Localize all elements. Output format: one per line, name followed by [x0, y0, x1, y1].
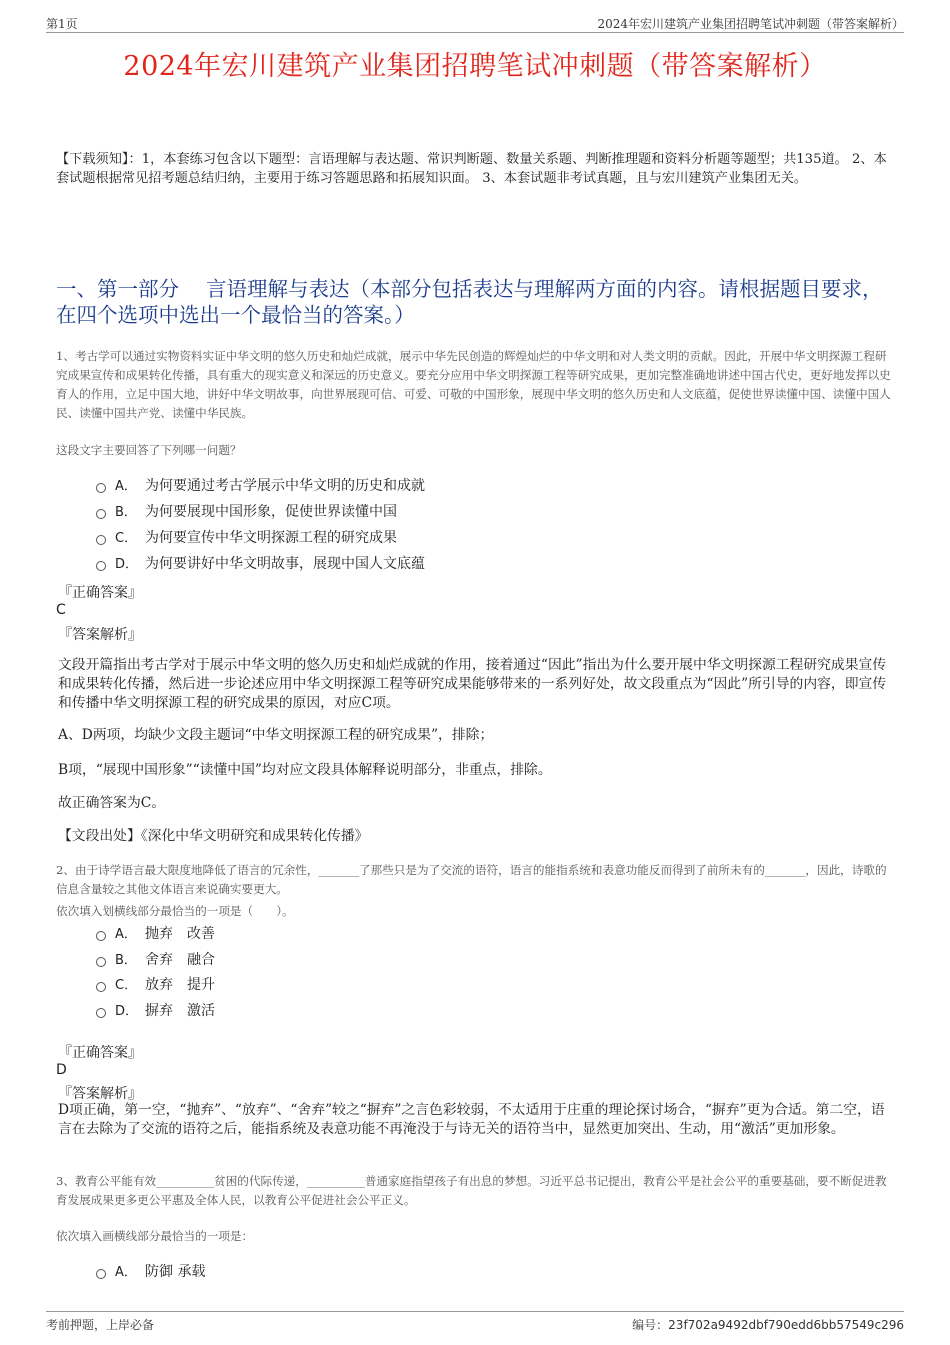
question-3-prompt: 依次填入画横线部分最恰当的一项是：: [56, 1229, 254, 1243]
radio-icon[interactable]: [96, 957, 106, 967]
question-1-answer: C: [56, 602, 66, 618]
radio-icon[interactable]: [96, 561, 106, 571]
document-title: 2024年宏川建筑产业集团招聘笔试冲刺题（带答案解析）: [123, 51, 827, 82]
radio-icon[interactable]: [96, 1008, 106, 1018]
page-header: [46, 14, 904, 33]
question-1-text: 1、考古学可以通过实物资料实证中华文明的悠久历史和灿烂成就，展示中华先民创造的辉煌灿烂的中华文明和对人类文明的贡献。因此，开展中华文明探源工程研究成果宣传和成果转化传播，具有重大的现实意义和深远的历史意义。要充分应用中华文明探源工程等研究成果，更加完整准确地讲述中国古代史，更好地发挥以史育人的作用，立足中国大地，讲好中华文明故事，向世界展现可信、可爱、可敬的中国形象，展现中华文明的悠久历史和人文底蕴，促使世界读懂中国、读懂中国人民、读懂中国共产党、读懂中华民族。: [56, 349, 891, 420]
question-2-option-c[interactable]: C． 放弃 提升: [96, 975, 215, 995]
question-2-prompt: 依次填入划横线部分最恰当的一项是（ ）。: [56, 904, 294, 918]
question-2-option-d[interactable]: D． 摒弃 激活: [96, 1001, 215, 1021]
question-1-option-a[interactable]: A． 为何要通过考古学展示中华文明的历史和成就: [96, 476, 425, 496]
header-doc-title: 2024年宏川建筑产业集团招聘笔试冲刺题（带答案解析）: [597, 17, 904, 31]
question-1-analysis: 故正确答案为C。: [58, 795, 166, 811]
question-1-source: 【文段出处】《深化中华文明研究和成果转化传播》: [58, 828, 369, 844]
correct-answer-label: 『正确答案』: [58, 1045, 142, 1061]
radio-icon[interactable]: [96, 535, 106, 545]
question-3-option-a[interactable]: A． 防御 承载: [96, 1262, 205, 1282]
page-footer: [46, 1311, 904, 1332]
section-heading: 一、第一部分 言语理解与表达（本部分包括表达与理解两方面的内容。请根据题目要求，在四个选项中选出一个最恰当的答案。）: [56, 277, 883, 327]
question-1-analysis: B项，“展现中国形象”“读懂中国”均对应文段具体解释说明部分，非重点，排除。: [58, 762, 552, 778]
document-code: 编号：23f702a9492dbf790edd6bb57549c296: [632, 1318, 904, 1332]
radio-icon[interactable]: [96, 982, 106, 992]
radio-icon[interactable]: [96, 931, 106, 941]
question-2-analysis: D项正确，第一空，“抛弃”、“放弃”、“舍弃”较之“摒弃”之言色彩较弱，不太适用于庄重的理论探讨场合，“摒弃”更为合适。第二空，语言在去除为了交流的语符之后，能指系统及表意功能不再淹没于与诗无关的语符当中，显然更加突出、生动，用“激活”更加形象。: [58, 1102, 885, 1137]
radio-icon[interactable]: [96, 1269, 106, 1279]
question-2-answer: D: [56, 1062, 67, 1078]
analysis-label: 『答案解析』: [58, 627, 142, 643]
correct-answer-label: 『正确答案』: [58, 585, 142, 601]
download-notice: 【下载须知】：1，本套练习包含以下题型：言语理解与表达题、常识判断题、数量关系题、判断推理题和资料分析题等题型；共135道。 2、本套试题根据常见招考题总结归纳，主要用于练习答题思路和拓展知识面。 3、本套试题非考试真题，且与宏川建筑产业集团无关。: [56, 152, 887, 186]
radio-icon[interactable]: [96, 483, 106, 493]
question-2-text: 2、由于诗学语言最大限度地降低了语言的冗余性，_______了那些只是为了交流的语符，语言的能指系统和表意功能反而得到了前所未有的_______，因此，诗歌的信息含量较之其他文体语言来说确实要更大。: [56, 863, 887, 896]
question-1-option-c[interactable]: C． 为何要宣传中华文明探源工程的研究成果: [96, 528, 397, 548]
question-1-analysis: A、D两项，均缺少文段主题词“中华文明探源工程的研究成果”，排除；: [58, 727, 494, 743]
page-number: 第1页: [46, 17, 78, 31]
question-3-text: 3、教育公平能有效__________贫困的代际传递，__________普通家庭指望孩子有出息的梦想。习近平总书记提出，教育公平是社会公平的重要基础，要不断促进教育发展成果更多更公平惠及全体人民，以教育公平促进社会公平正义。: [56, 1174, 887, 1207]
footer-slogan: 考前押题，上岸必备: [46, 1318, 155, 1332]
radio-icon[interactable]: [96, 509, 106, 519]
question-1-prompt: 这段文字主要回答了下列哪一问题？: [56, 443, 242, 457]
question-1-option-d[interactable]: D． 为何要讲好中华文明故事，展现中国人文底蕴: [96, 554, 425, 574]
analysis-label: 『答案解析』: [58, 1086, 142, 1102]
question-2-option-b[interactable]: B． 舍弃 融合: [96, 950, 215, 970]
question-1-analysis: 文段开篇指出考古学对于展示中华文明的悠久历史和灿烂成就的作用，接着通过“因此”指出为什么要开展中华文明探源工程研究成果宣传和成果转化传播，然后进一步论述应用中华文明探源工程等研究成果能够带来的一系列好处，故文段重点为“因此”所引导的内容，即宣传和传播中华文明探源工程的研究成果的原因，对应C项。: [58, 657, 887, 711]
question-2-option-a[interactable]: A． 抛弃 改善: [96, 924, 215, 944]
question-1-option-b[interactable]: B． 为何要展现中国形象，促使世界读懂中国: [96, 502, 397, 522]
